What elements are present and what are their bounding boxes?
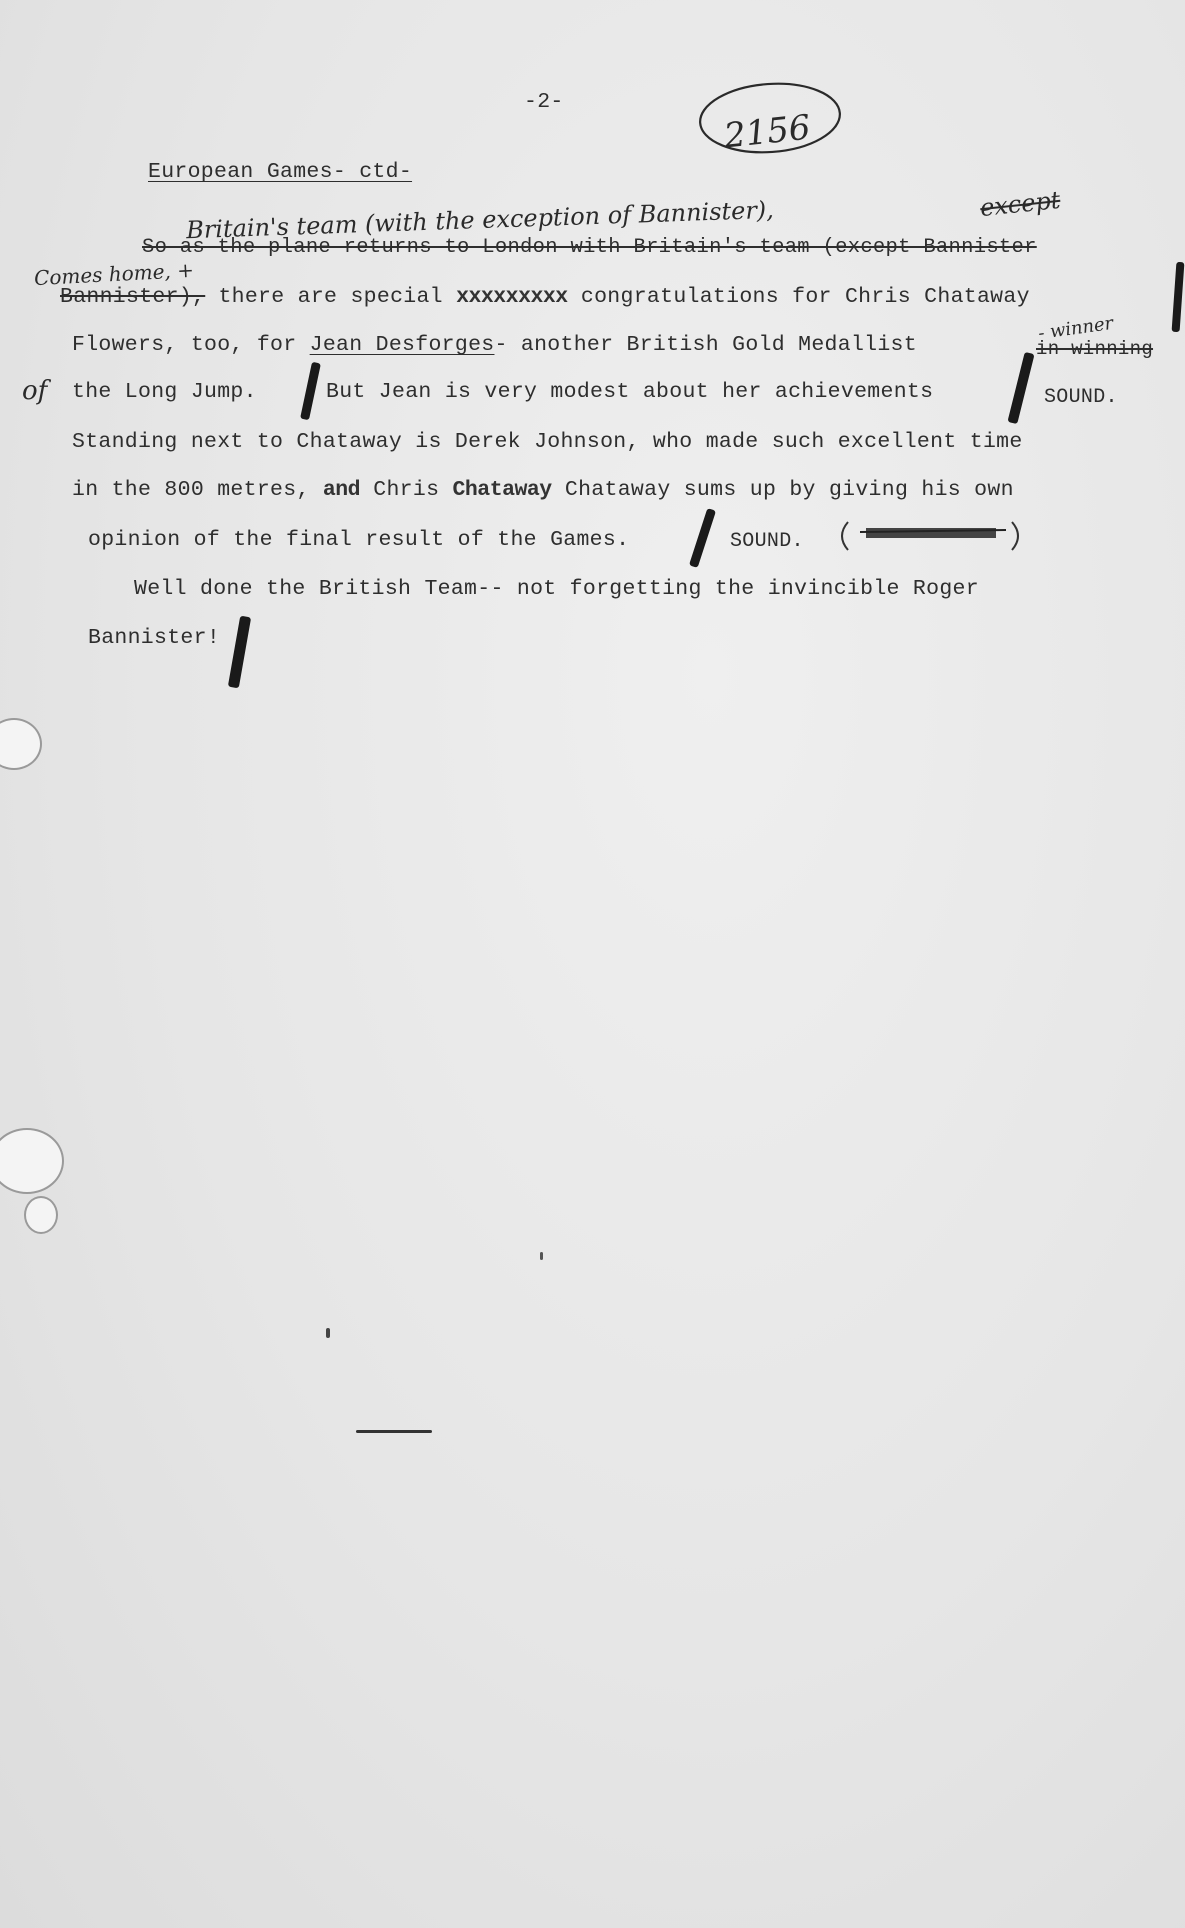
handwritten-insert: Britain's team (with the exception of Bannister), <box>185 195 775 245</box>
ref-number: 2156 <box>722 107 813 157</box>
punch-hole <box>24 1196 58 1234</box>
stray-dot <box>540 1252 543 1260</box>
line6-a: in the 800 metres <box>72 478 297 502</box>
edit-mark <box>300 362 321 421</box>
text-line-5: Standing next to Chataway is Derek Johnson, who made such excellent time <box>72 430 1023 454</box>
text-line-8: Well done the British Team-- not forgetting the invincible Roger <box>134 577 979 601</box>
struck-line-1: So as the plane returns to London with Britain's team (except Bannister <box>142 236 1037 259</box>
edit-mark <box>1172 262 1185 332</box>
text-line-7b <box>730 530 804 553</box>
handwritten-winner: - winner <box>1036 312 1115 345</box>
edit-mark <box>1007 352 1034 424</box>
struck-in-winning: in winning <box>1036 338 1154 360</box>
punch-hole <box>0 1128 64 1194</box>
stray-dot <box>326 1328 330 1338</box>
line4-a: the Long Jump. <box>72 380 257 404</box>
line2-b: congratulations for Chris Chataway <box>580 285 1030 309</box>
stray-dash <box>356 1430 432 1433</box>
line4-c: SOUND. <box>1044 386 1118 409</box>
text-line-9: Bannister! <box>88 626 221 650</box>
line7-a: opinion of the final result of the Games. <box>88 528 630 552</box>
line2-a: there are special <box>218 285 443 309</box>
line3-a: Flowers, too, for <box>72 333 297 357</box>
heading <box>148 160 412 184</box>
line3-b: - another British Gold Medallist <box>494 333 917 357</box>
text-line-6: in the 800 metres, and Chris Chataway Chataway sums up by giving his own <box>72 478 1014 502</box>
page-number: -2- <box>524 90 564 114</box>
text-line-3 <box>72 333 917 357</box>
line7-b: SOUND. <box>730 530 804 553</box>
line3-name: Jean Desforges <box>309 333 495 357</box>
text-line-4b <box>326 380 933 404</box>
struck-parenthetical <box>830 516 1030 556</box>
text-line-4 <box>72 380 257 404</box>
heading-text: European Games- ctd- <box>148 160 413 184</box>
punch-hole <box>0 718 42 770</box>
text-line-4c <box>1044 386 1118 409</box>
edit-mark <box>689 508 716 568</box>
line6-b: Chris <box>373 478 440 502</box>
line6-c: Chataway sums up by giving his own <box>564 478 1014 502</box>
text-line-2 <box>60 285 1030 309</box>
xed-out-word: xxxxxxxxx <box>456 285 568 309</box>
text-line-7 <box>88 528 629 552</box>
xed-out-and: and <box>322 478 361 502</box>
edit-mark <box>228 616 251 689</box>
handwritten-margin-except: except <box>978 185 1062 223</box>
xed-out-chataway: Chataway <box>452 478 552 502</box>
struck-bannister: Bannister), <box>60 285 206 309</box>
line4-b: But Jean is very modest about her achievements <box>326 380 934 404</box>
margin-note-comes-home: Comes home, + <box>33 257 195 291</box>
margin-note-of: of <box>22 376 48 406</box>
